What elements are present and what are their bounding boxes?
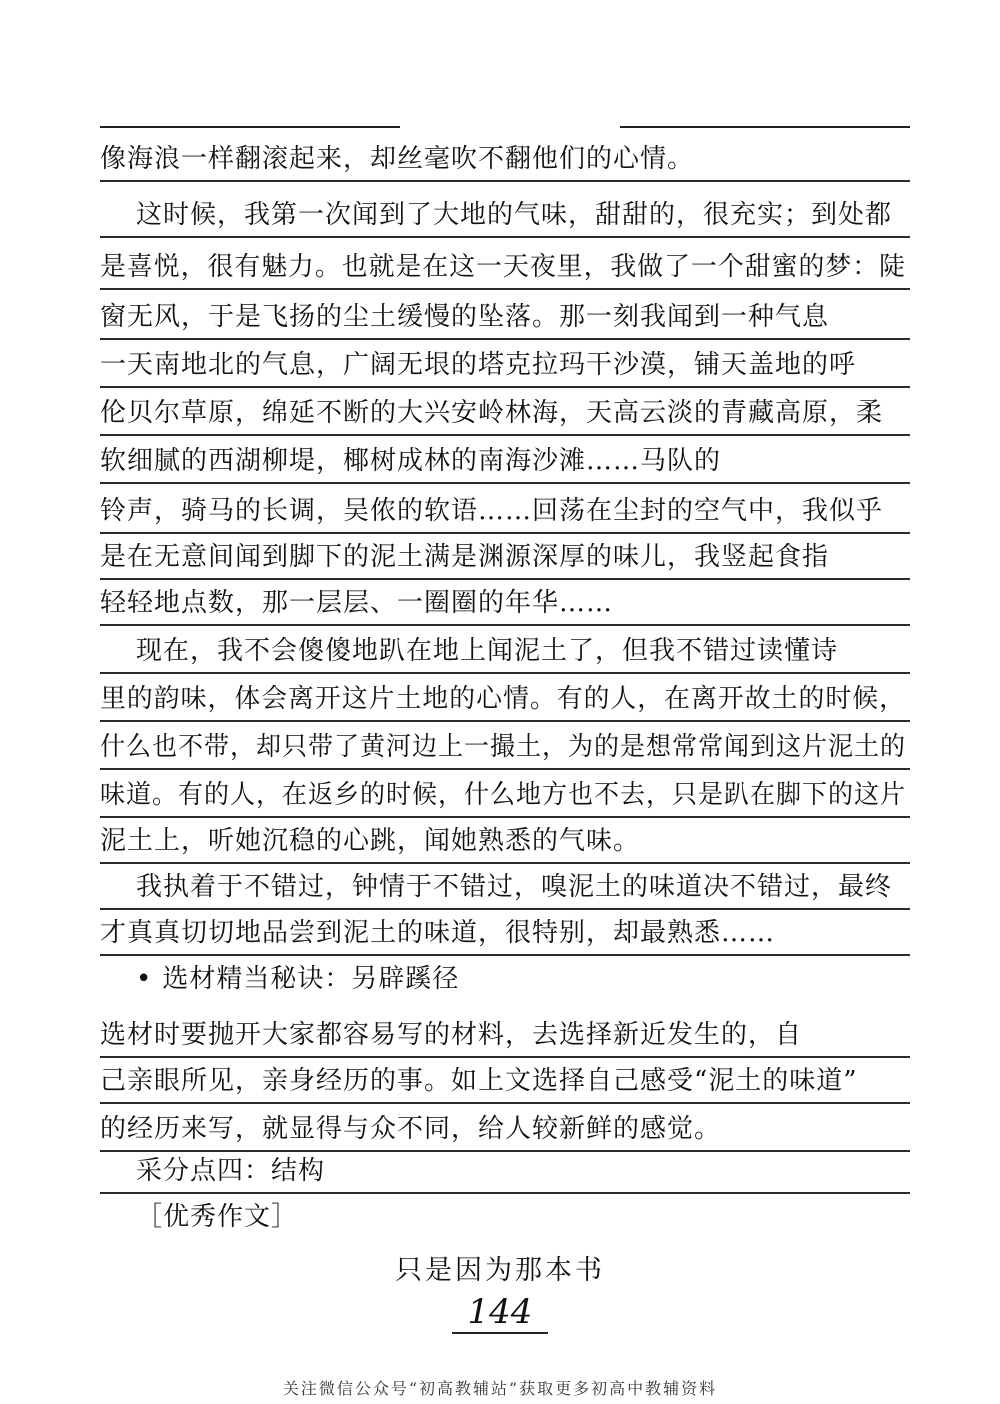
page-number-underline (452, 1332, 548, 1334)
line-text: 才真真切切地品尝到泥土的味道，很特别，却最熟悉…… (100, 918, 776, 948)
section-heading-text: 选材精当秘诀：另辟蹊径 (162, 964, 460, 994)
text-line (100, 140, 910, 182)
paragraph-start: 现在，我不会傻傻地趴在地上闻泥土了，但我不错过读懂诗 (136, 636, 839, 666)
line-text: 铃声，骑马的长调，吴侬的软语……回荡在尘封的空气中，我似乎 (100, 496, 884, 526)
line-text: 伦贝尔草原，绵延不断的大兴安岭林海，天高云淡的青藏高原，柔 (100, 398, 884, 428)
text-line (100, 1062, 910, 1104)
scoring-point-heading: 采分点四：结构 (136, 1156, 326, 1186)
paragraph-start: 这时候，我第一次闻到了大地的气味，甜甜的，很充实；到处都 (136, 200, 893, 230)
footer-watermark: 关注微信公众号“初高教辅站”获取更多初高中教辅资料 (282, 1379, 718, 1398)
line-text: 泥土上，听她沉稳的心跳，闻她熟悉的气味。 (100, 826, 641, 856)
line-text: 味道。有的人，在返乡的时候，什么地方也不去，只是趴在脚下的这片 (100, 780, 907, 810)
top-rule-right (620, 126, 910, 128)
text-line (100, 196, 910, 238)
line-text: 的经历来写，就显得与众不同，给人较新鲜的感觉。 (100, 1114, 722, 1144)
section-heading (100, 964, 459, 994)
text-line (100, 492, 910, 534)
line-text: 轻轻地点数，那一层层、一圈圈的年华…… (100, 588, 614, 618)
line-text: 己亲眼所见，亲身经历的事。如上文选择自己感受“泥土的味道” (100, 1066, 858, 1096)
text-line (100, 394, 910, 436)
line-text: 是在无意间闻到脚下的泥土满是渊源深厚的味儿，我竖起食指 (100, 542, 830, 572)
text-line (100, 248, 910, 290)
line-text: 像海浪一样翻滚起来，却丝毫吹不翻他们的心情。 (100, 144, 695, 174)
line-text: 什么也不带，却只带了黄河边上一撮土，为的是想常常闻到这片泥土的 (100, 732, 907, 762)
line-text: 窗无风，于是飞扬的尘土缓慢的坠落。那一刻我闻到一种气息 (100, 302, 830, 332)
text-line (100, 538, 910, 580)
line-text: 是喜悦，很有魅力。也就是在这一天夜里，我做了一个甜蜜的梦：陡 (100, 252, 906, 282)
text-line (100, 1110, 910, 1152)
text-line (100, 1152, 910, 1194)
line-text: 软细腻的西湖柳堤，椰树成林的南海沙滩……马队的 (100, 446, 722, 476)
text-line (100, 680, 910, 722)
text-line (100, 632, 910, 674)
text-line (100, 822, 910, 864)
text-line (100, 298, 910, 340)
text-line (100, 584, 910, 626)
line-text: 里的韵味，体会离开这片土地的心情。有的人，在离开故土的时候， (100, 684, 906, 714)
text-line (100, 868, 910, 910)
text-line (100, 958, 910, 1000)
text-line (100, 442, 910, 484)
text-line (100, 776, 910, 818)
page-number: 144 (467, 1292, 533, 1332)
line-text: 一天南地北的气息，广阔无垠的塔克拉玛干沙漠，铺天盖地的呼 (100, 350, 857, 380)
top-rule-left (100, 126, 400, 128)
bullet-icon: • (136, 964, 153, 994)
paragraph-start: 我执着于不错过，钟情于不错过，嗅泥土的味道决不错过，最终 (136, 872, 893, 902)
text-line (100, 1016, 910, 1058)
text-line (100, 346, 910, 388)
text-line (100, 914, 910, 956)
line-text: 选材时要抛开大家都容易写的材料，去选择新近发生的，自 (100, 1020, 803, 1050)
essay-title: 只是因为那本书 (395, 1255, 605, 1286)
essay-label: ［优秀作文］ (136, 1202, 299, 1232)
text-line (100, 1196, 910, 1238)
text-line (100, 728, 910, 770)
